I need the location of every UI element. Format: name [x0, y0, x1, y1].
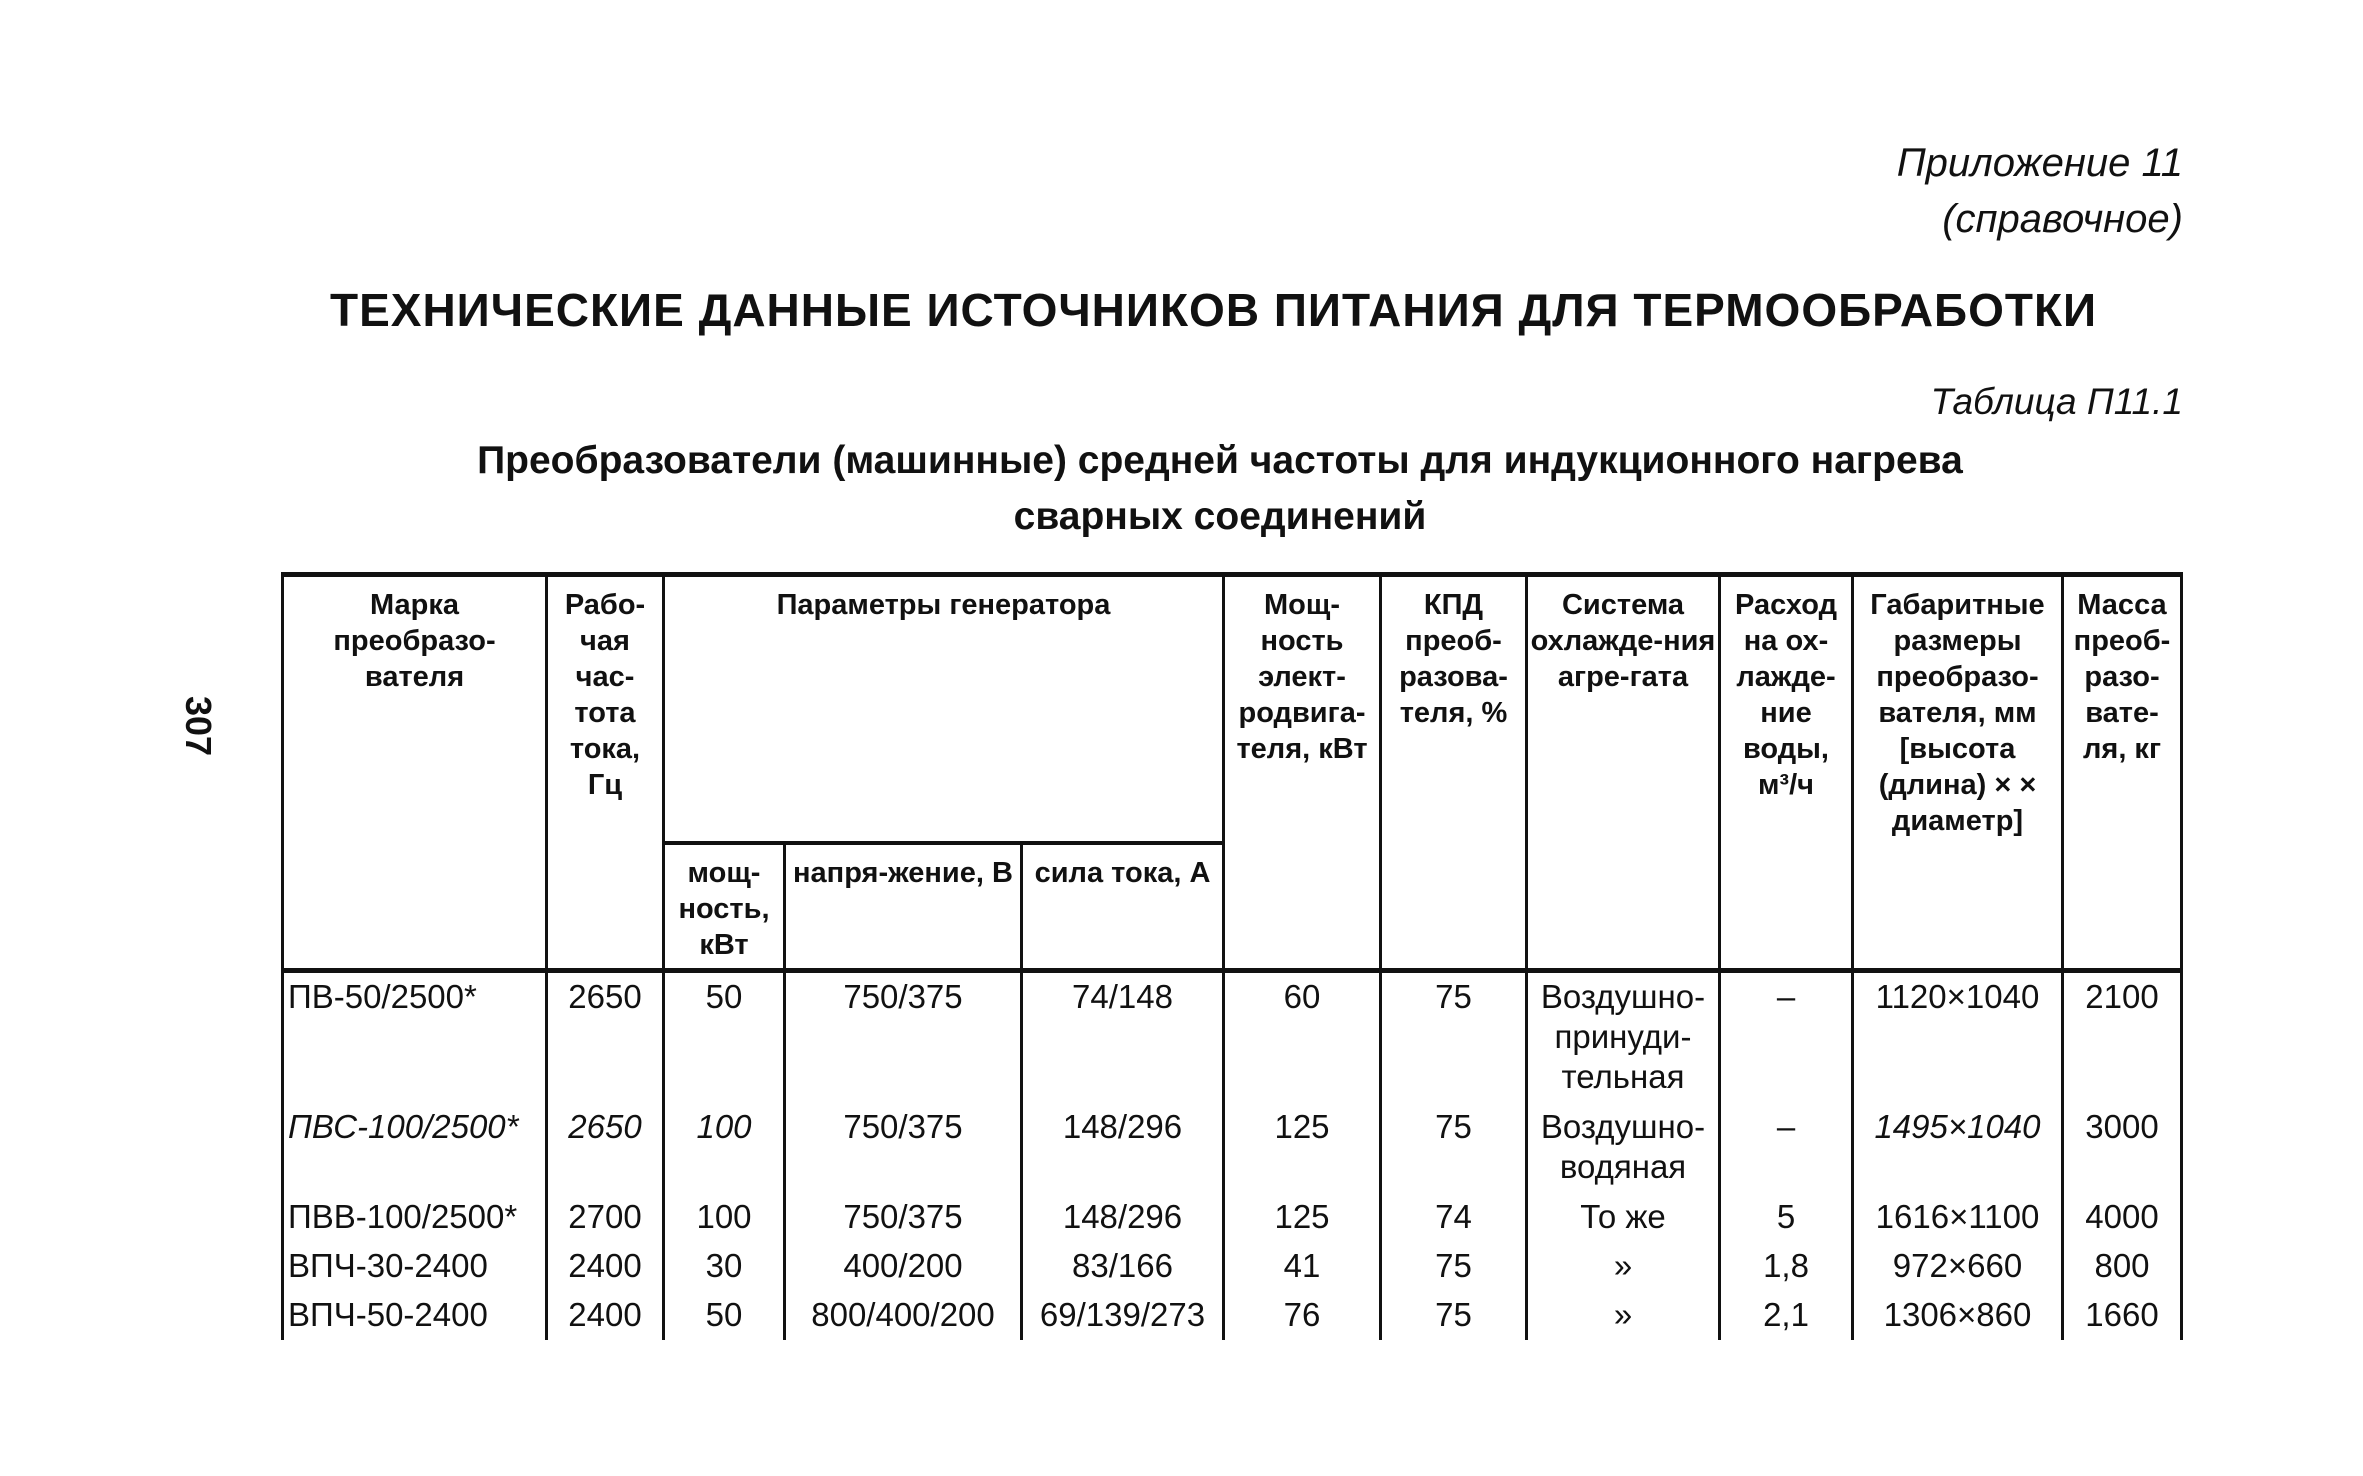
table-row [283, 1291, 2182, 1340]
page-title: ТЕХНИЧЕСКИЕ ДАННЫЕ ИСТОЧНИКОВ ПИТАНИЯ ДЛЯ ТЕРМООБРАБОТКИ [330, 284, 2098, 336]
cell-dimensions: 1306×860 [1853, 1291, 2063, 1340]
cell-frequency: 2700 [547, 1193, 664, 1242]
cell-gen-power: 100 [664, 1193, 785, 1242]
cell-dimensions: 972×660 [1853, 1242, 2063, 1291]
header-cooling: Система охлажде-ния агре-гата [1527, 575, 1720, 971]
cell-mass: 2100 [2063, 970, 2182, 1103]
header-brand: Марка преобразо-вателя [283, 575, 547, 971]
cell-efficiency: 75 [1381, 1103, 1527, 1193]
page-number: 307 [178, 695, 219, 757]
cell-frequency: 2400 [547, 1242, 664, 1291]
cell-brand: ВПЧ-30-2400 [283, 1242, 547, 1291]
cell-cooling: Воздушно-водяная [1527, 1103, 1720, 1193]
cell-mass: 3000 [2063, 1103, 2182, 1193]
table-number: Таблица П11.1 [1930, 381, 2183, 422]
cell-cooling: » [1527, 1291, 1720, 1340]
cell-cooling: Воздушно-принуди-тельная [1527, 970, 1720, 1103]
cell-gen-current: 148/296 [1022, 1193, 1224, 1242]
cell-gen-current: 148/296 [1022, 1103, 1224, 1193]
cell-frequency: 2650 [547, 970, 664, 1103]
header-generator: Параметры генератора [664, 575, 1224, 843]
cell-brand: ПВ-50/2500* [283, 970, 547, 1103]
cell-gen-power: 50 [664, 1291, 785, 1340]
cell-brand: ПВВ-100/2500* [283, 1193, 547, 1242]
cell-gen-voltage: 800/400/200 [785, 1291, 1022, 1340]
appendix-label [1897, 135, 2183, 247]
cell-motor-power: 125 [1224, 1193, 1381, 1242]
cell-water: 5 [1720, 1193, 1853, 1242]
cell-gen-voltage: 750/375 [785, 1103, 1022, 1193]
cell-efficiency: 74 [1381, 1193, 1527, 1242]
cell-water: 1,8 [1720, 1242, 1853, 1291]
table-row [283, 1242, 2182, 1291]
header-frequency: Рабо-чая час-тота тока, Гц [547, 575, 664, 971]
cell-efficiency: 75 [1381, 1242, 1527, 1291]
header-efficiency: КПД преоб-разова-теля, % [1381, 575, 1527, 971]
cell-brand: ПВС-100/2500* [283, 1103, 547, 1193]
cell-gen-voltage: 750/375 [785, 970, 1022, 1103]
cell-dimensions: 1495×1040 [1853, 1103, 2063, 1193]
header-mass: Масса преоб-разо-вате-ля, кг [2063, 575, 2182, 971]
cell-motor-power: 76 [1224, 1291, 1381, 1340]
table-row [283, 1193, 2182, 1242]
cell-efficiency: 75 [1381, 1291, 1527, 1340]
cell-dimensions: 1120×1040 [1853, 970, 2063, 1103]
cell-brand: ВПЧ-50-2400 [283, 1291, 547, 1340]
cell-gen-power: 100 [664, 1103, 785, 1193]
header-gen-current: сила тока, А [1022, 843, 1224, 971]
header-gen-power: мощ-ность, кВт [664, 843, 785, 971]
cell-cooling: » [1527, 1242, 1720, 1291]
table-row [283, 1103, 2182, 1193]
cell-gen-voltage: 750/375 [785, 1193, 1022, 1242]
header-gen-voltage: напря-жение, В [785, 843, 1022, 971]
header-motor-power: Мощ-ность элект-родвига-теля, кВт [1224, 575, 1381, 971]
cell-water: – [1720, 970, 1853, 1103]
cell-cooling: То же [1527, 1193, 1720, 1242]
converters-table [281, 572, 2183, 1340]
cell-frequency: 2400 [547, 1291, 664, 1340]
cell-efficiency: 75 [1381, 970, 1527, 1103]
cell-gen-current: 69/139/273 [1022, 1291, 1224, 1340]
cell-dimensions: 1616×1100 [1853, 1193, 2063, 1242]
appendix-type: (справочное) [1942, 197, 2183, 241]
cell-water: – [1720, 1103, 1853, 1193]
cell-gen-current: 83/166 [1022, 1242, 1224, 1291]
table-title: Преобразователи (машинные) средней частоты для индукционного нагрева сварных соединений [477, 439, 1963, 538]
header-water: Расход на ох-лажде-ние воды, м³/ч [1720, 575, 1853, 971]
appendix-number: Приложение 11 [1896, 141, 2183, 185]
cell-gen-power: 50 [664, 970, 785, 1103]
cell-motor-power: 125 [1224, 1103, 1381, 1193]
header-dimensions: Габаритные размеры преобразо-вателя, мм [высота (длина) × × диаметр] [1853, 575, 2063, 971]
cell-motor-power: 41 [1224, 1242, 1381, 1291]
cell-mass: 4000 [2063, 1193, 2182, 1242]
cell-gen-power: 30 [664, 1242, 785, 1291]
cell-mass: 800 [2063, 1242, 2182, 1291]
cell-frequency: 2650 [547, 1103, 664, 1193]
cell-mass: 1660 [2063, 1291, 2182, 1340]
table-row [283, 970, 2182, 1103]
cell-gen-current: 74/148 [1022, 970, 1224, 1103]
cell-gen-voltage: 400/200 [785, 1242, 1022, 1291]
cell-motor-power: 60 [1224, 970, 1381, 1103]
cell-water: 2,1 [1720, 1291, 1853, 1340]
